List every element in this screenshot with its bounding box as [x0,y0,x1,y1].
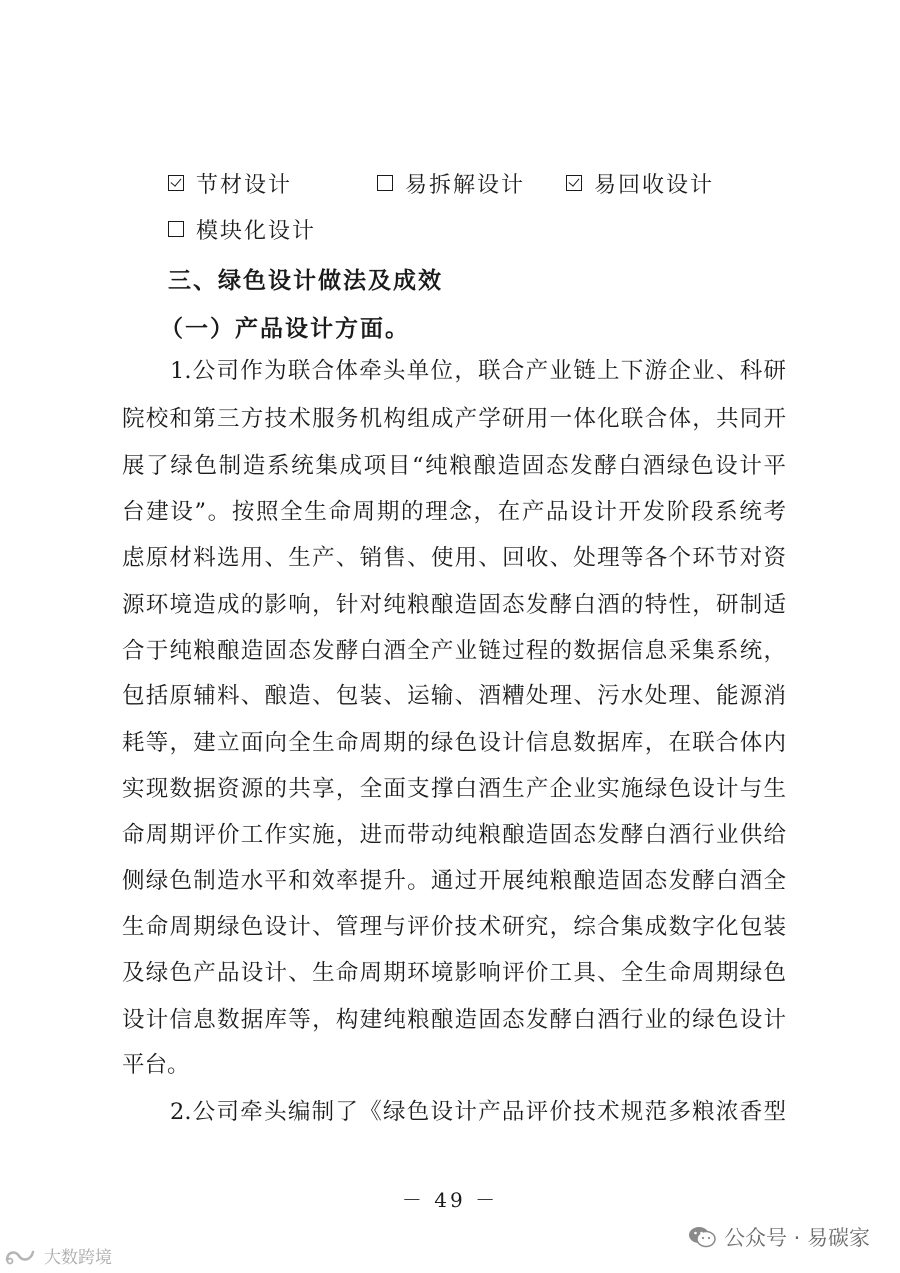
paragraph-line: 虑原材料选用、生产、销售、使用、回收、处理等各个环节对资 [122,545,786,571]
wechat-icon [688,1225,716,1249]
paragraph-line: 命周期评价工作实施，进而带动纯粮酿造固态发酵白酒行业供给 [122,822,786,848]
brand-logo-icon [4,1246,38,1266]
paragraph-line: 及绿色产品设计、生命周期环境影响评价工具、全生命周期绿色 [122,960,786,986]
paragraph-line: 1.公司作为联合体牵头单位，联合产业链上下游企业、科研 [170,358,786,384]
paragraph-line: 源环境造成的影响，针对纯粮酿造固态发酵白酒的特性，研制适 [122,592,786,618]
option-modular-design [168,217,316,247]
option-label: 易回收设计 [594,173,715,198]
paragraph-line: 耗等，建立面向全生命周期的绿色设计信息数据库，在联合体内 [122,730,786,756]
paragraph-line: 台建设”。按照全生命周期的理念，在产品设计开发阶段系统考 [122,499,786,525]
page-number: － 49 － [401,1188,499,1212]
checked-box-icon [168,175,184,191]
paragraph-line: 合于纯粮酿造固态发酵白酒全产业链过程的数据信息采集系统， [122,638,786,664]
watermark-brand [4,1243,112,1268]
watermark-wechat [688,1222,870,1252]
option-label: 易拆解设计 [405,173,526,198]
paragraph-line: 生命周期绿色设计、管理与评价技术研究，综合集成数字化包装 [122,914,786,940]
option-label: 模块化设计 [196,219,317,244]
paragraph-line: 展了绿色制造系统集成项目“纯粮酿造固态发酵白酒绿色设计平 [122,453,786,479]
option-easy-disassembly [377,171,525,201]
option-material-saving [168,171,292,201]
checked-box-icon [566,175,582,191]
paragraph-line: 侧绿色制造水平和效率提升。通过开展纯粮酿造固态发酵白酒全 [122,868,786,894]
paragraph-line: 院校和第三方技术服务机构组成产学研用一体化联合体，共同开 [122,406,786,432]
unchecked-box-icon [168,221,184,237]
watermark-text: 公众号 · 易碳家 [723,1226,870,1250]
option-label: 节材设计 [196,173,293,198]
paragraph-line: 包括原辅料、酿造、包装、运输、酒糟处理、污水处理、能源消 [122,683,786,709]
watermark-text: 大数跨境 [44,1248,112,1268]
subsection-heading: （一）产品设计方面。 [160,316,410,342]
unchecked-box-icon [377,175,393,191]
paragraph-line: 设计信息数据库等，构建纯粮酿造固态发酵白酒行业的绿色设计 [122,1007,786,1033]
section-heading: 三、绿色设计做法及成效 [168,268,443,294]
paragraph-line: 实现数据资源的共享，全面支撑白酒生产企业实施绿色设计与生 [122,776,786,802]
paragraph-line: 2.公司牵头编制了《绿色设计产品评价技术规范多粮浓香型 [170,1099,786,1125]
paragraph-line: 平台。 [122,1052,190,1078]
option-easy-recycling [566,171,714,201]
